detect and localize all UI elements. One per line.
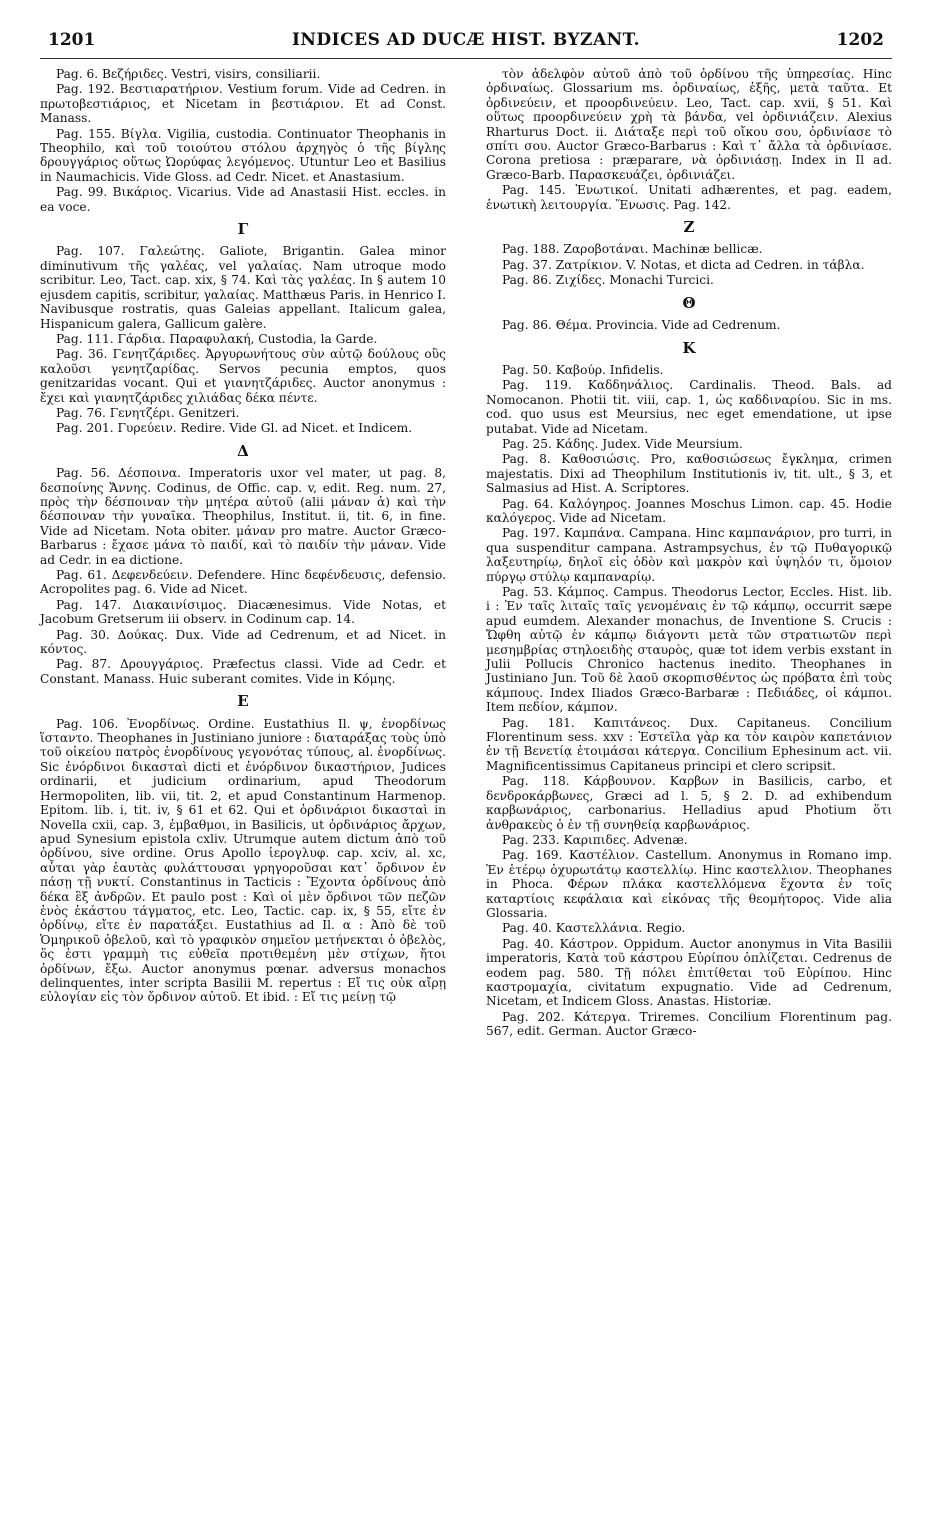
- index-entry: Pag. 202. Κάτεργα. Triremes. Concilium Florentinum pag. 567, edit. German. Auctor Græco-: [486, 1009, 892, 1039]
- index-entry: Pag. 107. Γαλεώτης. Galiote, Brigantin. Galea minor diminutivum τῆς γαλέας, vel γαλαίας. Nam utroque modo scribitur. Leo, Tact. cap. xix, § 74. Καὶ τὰς γαλέας. In § autem 10 ejusdem capitis, scribitur, γαλαίας. Matthæus Paris. in Henrico I. Navibusque rostratis, quas Galeias appellant. Italicum galea, Hispanicum galera, Gallicum galère.: [40, 244, 446, 331]
- index-entry: Pag. 181. Καπιτάνεος. Dux. Capitaneus. Concilium Florentinum sess. xxv : Ἐστεῖλα γὰρ κα τὸν καιρὸν καπετάνιον ἐν τῇ Βενετίᾳ ἑτοιμάσαι κάτεργα. Concilium Ephesinum act. vii. Magnificentissimus Capitaneus principi et clero scripsit.: [486, 715, 892, 773]
- index-entry: Pag. 155. Βίγλα. Vigilia, custodia. Continuator Theophanis in Theophilo, καὶ τοῦ τοιούτου στόλου ἀρχηγὸς ὁ τῆς βίγλης δρουγγάριος οὕτως Ὠορύφας λεγόμενος. Utuntur Leo et Basilius in Naumachicis. Vide Gloss. ad Cedr. Nicet. et Anastasium.: [40, 126, 446, 184]
- index-entry: Pag. 36. Γενητζάριδες. Ἀργυρωνήτους σὺν αὐτῷ δούλους οὓς καλοῦσι γενητζαρίδας. Servos pecunia emptos, quos genitzaridas vocant. Qui et γιανητζάριδες. Auctor anonymus : ἔχει καὶ γιανητζάριδες χιλιάδας δέκα πέντε.: [40, 347, 446, 405]
- index-entry: Pag. 197. Καμπάνα. Campana. Hinc καμπανάριον, pro turri, in qua suspenditur campana. Astrampsychus, ἐν τῷ Πυθαγορικῷ λαξευτηρίῳ, δηλοῖ εἰς ὁδὸν καὶ μακρὸν καὶ ὑψηλόν τι, ὅμοιον πύργῳ στύλῳ καμπαναρίῳ.: [486, 526, 892, 584]
- index-entry: Pag. 188. Ζαροβοτάναι. Machinæ bellicæ.: [502, 242, 763, 257]
- index-entry: Pag. 119. Καδδηνάλιος. Cardinalis. Theod. Bals. ad Nomocanon. Photii tit. viii, cap. 1, ὡς καδδιναρίου. Sic in ms. cod. quo usus est Meursius, nec eget emendatione, ut ipse putabat. Vide ad Nicetam.: [486, 378, 892, 436]
- index-entry: Pag. 30. Δούκας. Dux. Vide ad Cedrenum, et ad Nicet. in κόντος.: [40, 627, 446, 657]
- index-entry: Pag. 118. Κάρβουνον. Καρβων in Basilicis, carbo, et δενδροκάρβωνες, Græci ad l. 5, § 2. D. ad exhibendum καρβωνάριος, carbonarius. Helladius apud Photium ὅτι ἀνθρακεὺς ὁ ἐν τῇ συνηθείᾳ καρβωνάριος.: [486, 774, 892, 832]
- index-entry: Pag. 61. Δεφενδεύειν. Defendere. Hinc δεφένδευσις, defensio. Acropolites pag. 6. Vide ad Nicet.: [40, 568, 446, 597]
- section-letter: Δ: [237, 441, 249, 460]
- index-entry: Pag. 201. Γυρεύειν. Redire. Vide Gl. ad Nicet. et Indicem.: [56, 421, 413, 436]
- index-entry: Pag. 99. Βικάριος. Vicarius. Vide ad Anastasii Hist. eccles. in ea voce.: [40, 185, 446, 214]
- index-entry: Pag. 86. Θέμα. Provincia. Vide ad Cedrenum.: [502, 318, 781, 333]
- index-entry: Pag. 87. Δρουγγάριος. Præfectus classi. Vide ad Cedr. et Constant. Manass. Huic suberant comites. Vide in Κόμης.: [40, 657, 446, 686]
- index-entry: Pag. 192. Βεστιαρατήριον. Vestium forum. Vide ad Cedren. in πρωτοβεστιάριος, et Nicetam in βεστιάριον. Et ad Const. Manass.: [40, 82, 446, 126]
- section-letter: Ε: [237, 692, 249, 711]
- running-title: INDICES AD DUCÆ HIST. BYZANT.: [291, 30, 641, 50]
- section-letter: Ζ: [683, 218, 695, 237]
- index-entry: Pag. 40. Κάστρον. Oppidum. Auctor anonymus in Vita Basilii imperatoris, Κατὰ τοῦ κάστρου Εὐρίπου ὁπλίζεται. Cedrenus de eodem pag. 580. Τῇ πόλει ἐπιτίθεται τοῦ Εὐρίπου. Hinc καστρομαχία, civitatum expugnatio. Vide ad Cedrenum, Nicetam, et Indicem Gloss. Anastas. Historiæ.: [486, 936, 892, 1009]
- section-letter: Κ: [682, 338, 696, 357]
- index-entry: Pag. 147. Διακαινίσιμος. Diacænesimus. Vide Notas, et Jacobum Gretserum iii observ. in Codinum cap. 14.: [40, 597, 446, 627]
- index-entry: Pag. 53. Κάμπος. Campus. Theodorus Lector, Eccles. Hist. lib. i : Ἐν ταῖς λιταῖς ταῖς γενομέναις ἐν τῷ κάμπῳ, occurrit sæpe apud eumdem. Alexander monachus, de Inventione S. Crucis : Ὤφθη αὐτῷ ἐν κάμπῳ διάγοντι μετὰ τῶν στρατιωτῶν περὶ μεσημβρίας στηλοειδὴς σταυρὸς, quæ tot idem verbis exstant in Julii Pollucis Chronico hactenus inedito. Theophanes in Justiniano Jun. Τοῦ δὲ λαοῦ σκορπισθέντος ὡς πρόβατα ἐπὶ τοὺς κάμπους. Index Iliados Græco-Barbaræ : Πεδιάδες, οἱ κάμποι. Item πεδίον, κάμπον.: [486, 585, 892, 715]
- right-column: [486, 67, 892, 1040]
- index-entry: Pag. 86. Ζιχίδες. Monachi Turcici.: [502, 273, 714, 288]
- index-columns: [40, 67, 892, 1040]
- index-entry: Pag. 106. Ἐνορδίνως. Ordine. Eustathius Il. ψ, ἐνορδίνως ἵσταντο. Theophanes in Justiniano juniore : διαταράξας τοὺς ὑπὸ τοῦ οἰκείου πατρὸς ἐνορδίνους γεγονότας τύπους, al. ἐνορδίνως. Sic ἐνόρδινοι δικασταὶ dicti et ἐνόρδινον δικαστήριον, Judices ordinarii, et judicium ordinarium, apud Theodorum Hermopoliten, lib. vii, tit. 2, et apud Constantinum Harmenop. Epitom. lib. i, tit. iv, § 61 et 62. Qui et ὀρδινάριοι δικασταὶ in Novella cxii, cap. 3, ἐμβαθμοι, in Basilicis, ut ὀρδινάριος ἄρχων, apud Synesium epistola cxliv. Utrumque autem dictum ἀπὸ τοῦ ὀρδίνου, sive ordine. Orus Apollo ἱερογλυφ. cap. xciv, al. xc, αὗται γὰρ ἑαυτὰς φυλάττουσαι γρηγοροῦσαι κατ᾽ ὄρδινον ἐν πάσῃ τῇ νυκτί. Constantinus in Tacticis : Ἔχοντα ὀρδίνους ἀπὸ δέκα ἓξ ἀνδρῶν. Et paulo post : Καὶ οἱ μὲν ὄρδινοι τῶν πεζῶν ἑνὸς ἑκάστου τάγματος, etc. Leo, Tactic. cap. ix, § 55, εἴτε ἐν ὀρδίνῳ, εἴτε ἐν παρατάξει. Eustathius ad Il. α : Ἀπὸ δὲ τοῦ Ὁμηρικοῦ ὀβελοῦ, καὶ τὸ γραφικὸν σημεῖον μετήνεκται ὁ ὀβελὸς, ὅς ἐστι γραμμὴ τις εὐθεῖα προτιθεμένη μὲν στίχων, ἤτοι ὀρδίνων, ἔξω. Auctor anonymus pœnar. adversus monachos delinquentes, inter scripta Basilii M. repertus : Εἴ τις οὐκ αἴρῃ εὐλογίαν εἰς τὸν ὄρδινον αὐτοῦ. Et ibid. : Εἴ τις μείνῃ τῷ: [40, 716, 446, 1005]
- left-column: [40, 67, 446, 1040]
- index-entry: Pag. 50. Καβούρ. Infidelis.: [502, 362, 664, 377]
- index-entry: Pag. 37. Ζατρίκιον. V. Notas, et dicta ad Cedren. in τάβλα.: [502, 257, 865, 272]
- index-entry: Pag. 64. Καλόγηρος. Joannes Moschus Limon. cap. 45. Hodie καλόγερος. Vide ad Nicetam.: [486, 496, 892, 525]
- index-entry: Pag. 25. Κάδης. Judex. Vide Meursium.: [502, 436, 743, 451]
- index-entry: Pag. 76. Γενητζέρι. Genitzeri.: [56, 405, 240, 420]
- index-entry: Pag. 40. Καστελλάνια. Regio.: [502, 921, 686, 936]
- index-entry: Pag. 145. Ἐνωτικοί. Unitati adhærentes, et pag. eadem, ἑνωτικὴ λειτουργία. Ἕνωσις. Pag. 142.: [486, 183, 892, 212]
- index-entry: Pag. 8. Καθοσιώσις. Pro, καθοσιώσεως ἔγκλημα, crimen majestatis. Dixi ad Theophilum Institutionis iv, tit. ult., § 3, et Salmasius ad Hist. A. Scriptores.: [486, 452, 892, 496]
- index-entry: Pag. 111. Γάρδια. Παραφυλακή, Custodia, la Garde.: [56, 331, 378, 346]
- index-entry: Pag. 169. Καστέλιον. Castellum. Anonymus in Romano imp. Ἐν ἑτέρῳ ὀχυρωτάτῳ καστελλίῳ. Hinc καστελλιον. Theophanes in Phoca. Φέρων πλάκα καστελλόμενα ἔχοντα ἐν τοῖς καταρτίοις κεφάλαια καὶ εἰκόνας τῆς θεομήτορος. Vide alia Glossaria.: [486, 848, 892, 920]
- page-number-left: 1201: [48, 30, 96, 50]
- index-entry: Pag. 6. Βεζήριδες. Vestri, visirs, consiliarii.: [56, 67, 321, 81]
- index-entry: Pag. 56. Δέσποινα. Imperatoris uxor vel mater, ut pag. 8, δεσποίνης Ἄννης. Codinus, de Offic. cap. v, edit. Reg. num. 27, πρὸς τὴν δέσποιναν τὴν μητέρα αὐτοῦ (alii μάναν ἁ) καὶ τὴν δέσποιναν τὴν γυναῖκα. Theophilus, Institut. ii, tit. 6, in fine. Vide ad Nicetam. Nota obiter. μάναν pro matre. Auctor Græco-Barbarus : ἔχασε μάνα τὸ παιδί, καὶ τὸ παιδίν τὴν μάναν. Vide ad Cedr. in ea dictione.: [40, 466, 446, 567]
- index-entry: Pag. 233. Καριπιδες. Advenæ.: [502, 832, 688, 847]
- index-entry: τὸν ἀδελφὸν αὐτοῦ ἀπὸ τοῦ ὀρδίνου τῆς ὑπηρεσίας. Hinc ὀρδιναίως. Glossarium ms. ὀρδιναίως, ἑξῆς, μετὰ ταῦτα. Et ὀρδινεύειν, et προορδινεύειν. Leo, Tact. cap. xvii, § 51. Καὶ οὕτως προορδινεύειν χρὴ τὰ βάνδα, vel ὀρδινιάζειν. Alexius Rharturus Doct. ii. Διάταξε περὶ τοῦ οἴκου σου, ὀρδινίασε τὸ σπίτι σου. Auctor Græco-Barbarus : Καὶ τ᾽ ἄλλα τὰ ὀρδινίασε. Corona pretiosa : præparare, νὰ ὀρδινιάσῃ. Index in Il ad. Græco-Barb. Παρασκευάζει, ὀρδινιάζει.: [486, 67, 892, 182]
- section-letter: Θ: [682, 293, 696, 312]
- section-letter: Γ: [237, 220, 249, 239]
- page-number-right: 1202: [836, 30, 884, 50]
- running-header: [40, 30, 892, 59]
